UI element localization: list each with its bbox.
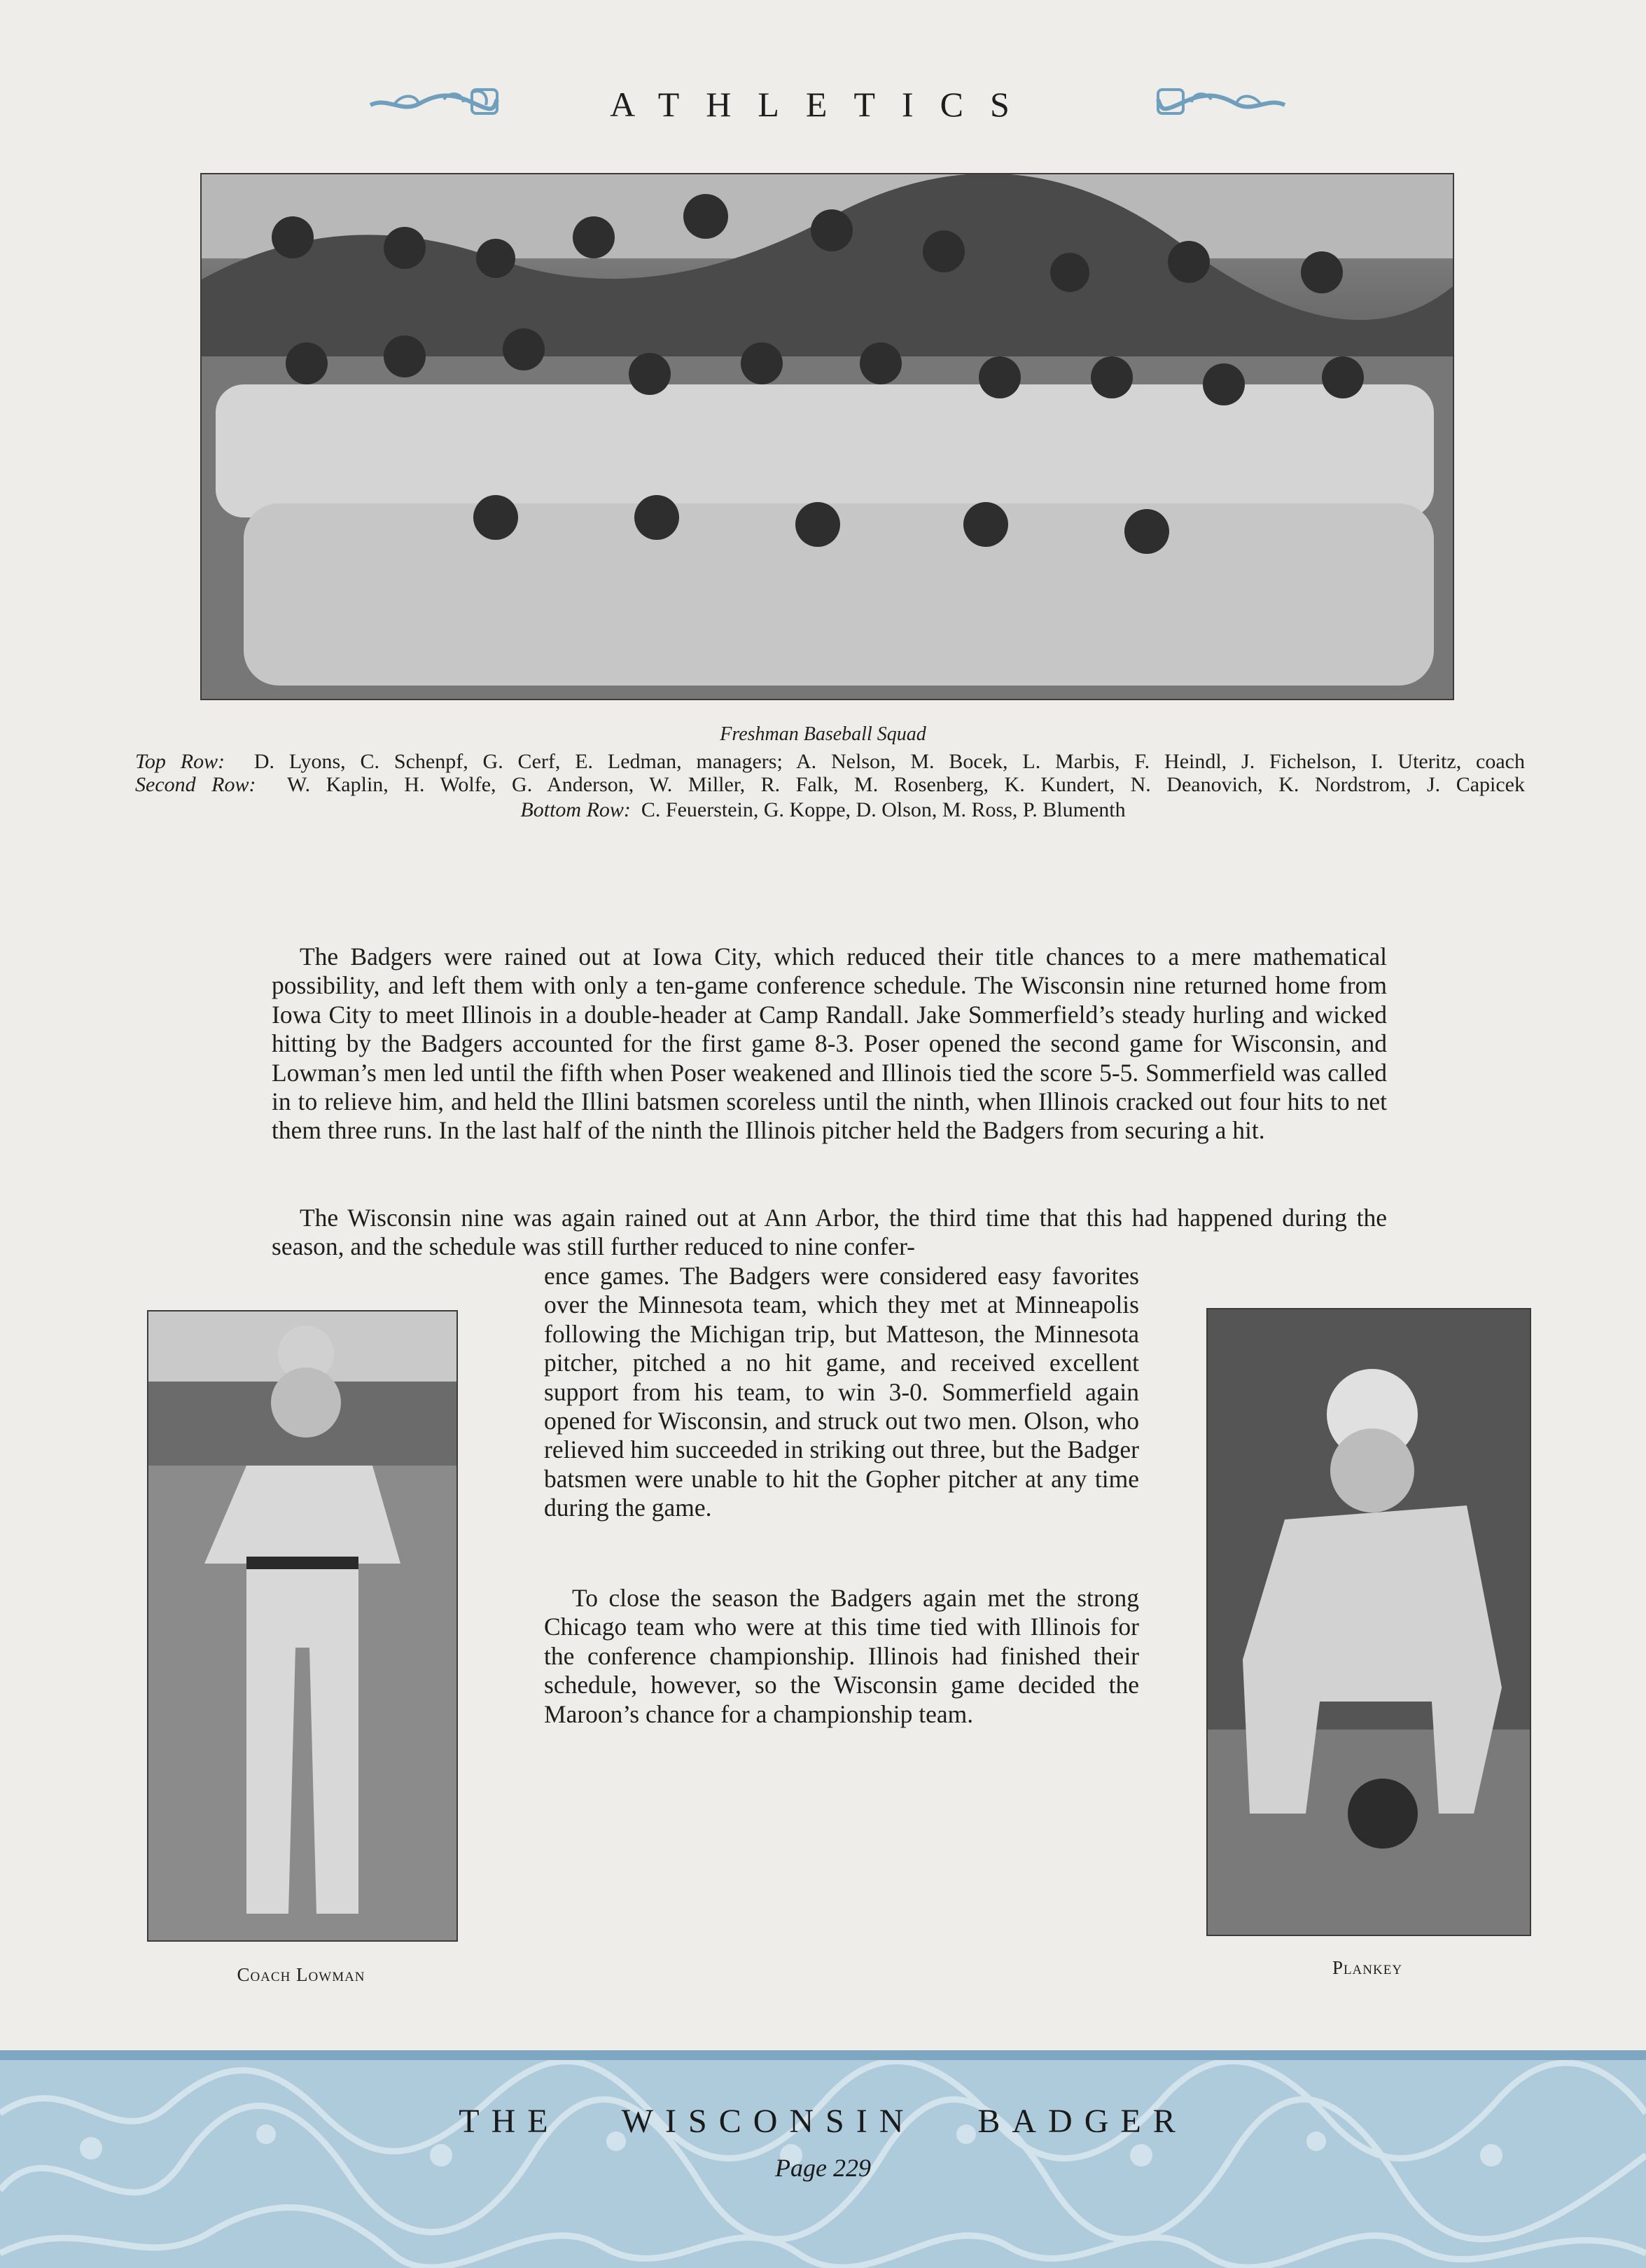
roster-second-row bbox=[135, 771, 1525, 799]
roster-row-label: Second Row: bbox=[135, 773, 256, 796]
player-photo-caption: Plankey bbox=[1332, 1957, 1403, 1978]
roster-row-names: W. Kaplin, H. Wolfe, G. Anderson, W. Miller, R. Falk, M. Rosenberg, K. Kundert, N. Deanovich, K. Nordstrom, J. Capicek bbox=[287, 773, 1525, 796]
roster-row-label: Top Row: bbox=[135, 750, 225, 773]
article-paragraph: The Badgers were rained out at Iowa City, which reduced their title chances to a mere mathematical possibility, and left them with only a ten-game conference schedule. The Wisconsin nine returned home from Iowa City to meet Illinois in a double-header at Camp Randall. Jake Sommerfield’s steady hurling and wicked hitting by the Badgers accounted for the first game 8-3. Poser opened the second game for Wisconsin, and Lowman’s men led until the fifth when Poser weakened and Illinois tied the score 5-5. Sommerfield was called in to relieve him, and held the Illini batsmen scoreless until the ninth, when Illinois cracked out four hits to net them three runs. In the last half of the ninth the Illinois pitcher held the Badgers from securing a hit. bbox=[272, 942, 1387, 1145]
page-number: Page 229 bbox=[775, 2154, 871, 2182]
article-paragraph: To close the season the Badgers again met the strong Chicago team who were at this time tied with Illinois for the conference championship. Illinois had finished their schedule, however, so the Wisconsin game decided the Maroon’s chance for a championship team. bbox=[544, 1584, 1139, 1728]
coach-photo-image bbox=[147, 1310, 458, 1942]
team-photo-image bbox=[200, 173, 1454, 700]
page-section-title: ATHLETICS bbox=[610, 85, 1036, 124]
roster-row-names: D. Lyons, C. Schenpf, G. Cerf, E. Ledman, managers; A. Nelson, M. Bocek, L. Marbis, F. Heindl, J. Fichelson, I. Uteritz, coach bbox=[253, 750, 1525, 773]
coach-photo-caption: Coach Lowman bbox=[237, 1964, 365, 1985]
article-paragraph: The Wisconsin nine was again rained out at Ann Arbor, the third time that this had happened during the season, and the schedule was still further reduced to nine confer- bbox=[272, 1204, 1387, 1261]
team-photo-caption-title: Freshman Baseball Squad bbox=[720, 723, 926, 745]
player-photo-image bbox=[1206, 1308, 1531, 1936]
footer-top-rule bbox=[0, 2050, 1646, 2060]
roster-bottom-row bbox=[0, 796, 1646, 824]
roster-row-label: Bottom Row: bbox=[520, 798, 631, 821]
header-ornament-right-icon bbox=[1155, 83, 1288, 122]
roster-row-names: C. Feuerstein, G. Koppe, D. Olson, M. Ross, P. Blumenth bbox=[641, 798, 1126, 821]
article-paragraph: ence games. The Badgers were considered easy favorites over the Minnesota team, which they met at Minneapolis following the Michigan trip, but Matteson, the Minnesota pitcher, pitched a no hit game, and received excellent support from his team, to win 3-0. Sommerfield again opened for Wisconsin, and struck out two men. Olson, who relieved him succeeded in striking out three, but the Badger batsmen were unable to hit the Gopher pitcher at any time during the game. bbox=[544, 1262, 1139, 1522]
footer-title: THE WISCONSIN BADGER bbox=[459, 2103, 1187, 2140]
